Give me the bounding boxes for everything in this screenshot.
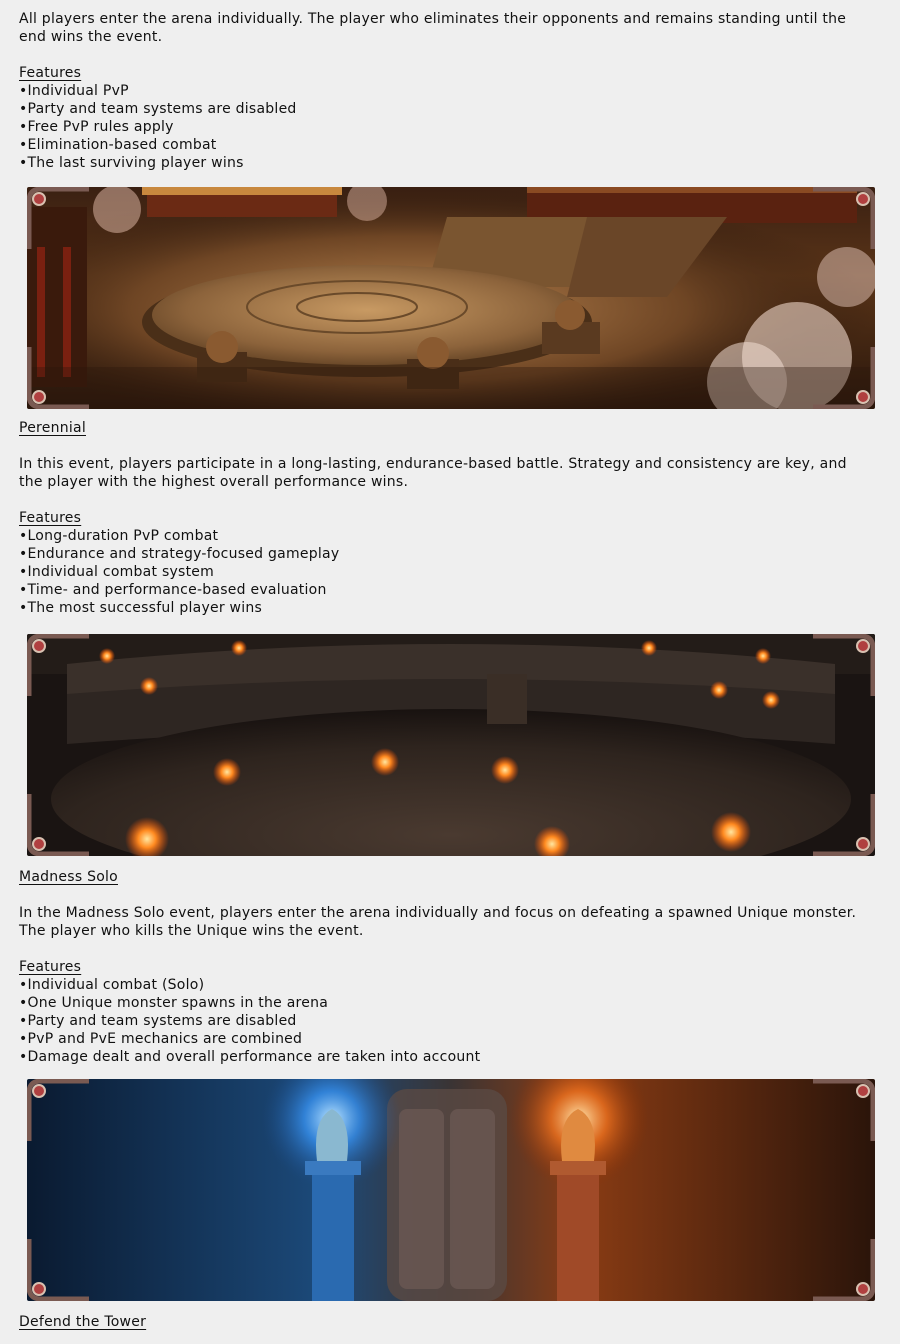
list-item: •Damage dealt and overall performance are taken into account xyxy=(19,1049,481,1065)
defend-tower-title: Defend the Tower xyxy=(19,1314,147,1330)
list-item: •Endurance and strategy-focused gameplay xyxy=(19,546,340,562)
madness-description-line-1: In the Madness Solo event, players enter the arena individually and focus on defeating a spawned Unique monster. xyxy=(19,905,857,921)
list-item: •The most successful player wins xyxy=(19,600,263,616)
torch-colosseum-banner xyxy=(27,634,875,856)
list-item: •Elimination-based combat xyxy=(19,137,217,153)
perennial-features-heading: Features xyxy=(19,510,82,526)
list-item: •Long-duration PvP combat xyxy=(19,528,219,544)
ornament-corner-icon xyxy=(811,634,875,698)
courtyard-arena-banner xyxy=(27,187,875,409)
tower-image xyxy=(27,1079,875,1301)
list-item: •One Unique monster spawns in the arena xyxy=(19,995,329,1011)
ornament-corner-icon xyxy=(811,1237,875,1301)
madness-description-line-2: The player who kills the Unique wins the event. xyxy=(19,923,364,939)
list-item: •Party and team systems are disabled xyxy=(19,1013,297,1029)
list-item: •Free PvP rules apply xyxy=(19,119,174,135)
list-item: •The last surviving player wins xyxy=(19,155,244,171)
ornament-corner-icon xyxy=(811,792,875,856)
list-item: •Party and team systems are disabled xyxy=(19,101,297,117)
courtyard-arena-image xyxy=(27,187,875,409)
perennial-title: Perennial xyxy=(19,420,86,436)
ornament-corner-icon xyxy=(27,792,91,856)
ornament-corner-icon xyxy=(811,187,875,251)
list-item: •Individual PvP xyxy=(19,83,129,99)
list-item: •PvP and PvE mechanics are combined xyxy=(19,1031,303,1047)
blue-red-tower-banner xyxy=(27,1079,875,1301)
madness-features-heading: Features xyxy=(19,959,82,975)
ornament-corner-icon xyxy=(27,187,91,251)
madness-solo-title: Madness Solo xyxy=(19,869,118,885)
ornament-corner-icon xyxy=(27,1079,91,1143)
ornament-corner-icon xyxy=(811,345,875,409)
list-item: •Individual combat (Solo) xyxy=(19,977,205,993)
ornament-corner-icon xyxy=(27,345,91,409)
list-item: •Individual combat system xyxy=(19,564,215,580)
ornament-corner-icon xyxy=(811,1079,875,1143)
perennial-description-line-2: the player with the highest overall performance wins. xyxy=(19,474,409,490)
ornament-corner-icon xyxy=(27,634,91,698)
intro-features-heading: Features xyxy=(19,65,82,81)
intro-description-line-1: All players enter the arena individually. The player who eliminates their opponents and remains standing until the xyxy=(19,11,847,27)
colosseum-image xyxy=(27,634,875,856)
ornament-corner-icon xyxy=(27,1237,91,1301)
list-item: •Time- and performance-based evaluation xyxy=(19,582,327,598)
perennial-description-line-1: In this event, players participate in a long-lasting, endurance-based battle. Strategy and consistency are key, and xyxy=(19,456,847,472)
intro-description-line-2: end wins the event. xyxy=(19,29,163,45)
